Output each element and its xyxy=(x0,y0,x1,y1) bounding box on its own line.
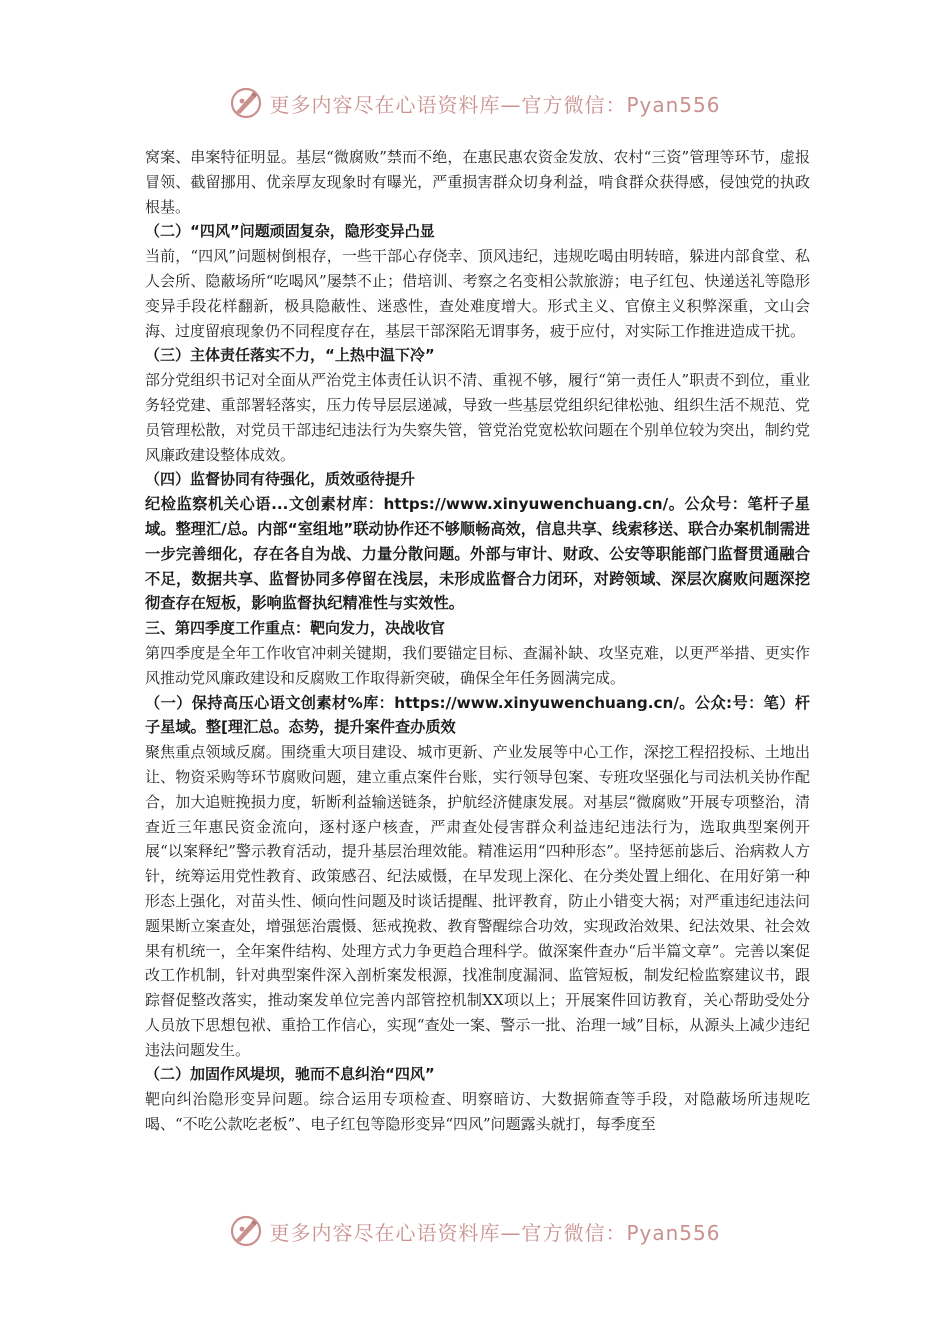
section-heading: （三）主体责任落实不力，“上热中温下冷” xyxy=(145,346,435,365)
paragraph: 第四季度是全年工作收官冲刺关键期，我们要锚定目标、查漏补缺、攻坚克难，以更严举措、更实作风推动党风廉政建设和反腐败工作取得新突破，确保全年任务圆满完成。 xyxy=(145,643,810,687)
section-heading: （四）监督协同有待强化，质效亟待提升 xyxy=(145,470,416,489)
watermark-text: 更多内容尽在心语资料库—官方微信：Pyan556 xyxy=(269,92,721,117)
paragraph: 靶向纠治隐形变异问题。综合运用专项检查、明察暗访、大数据筛查等手段，对隐蔽场所违规吃喝、“不吃公款吃老板”、电子红包等隐形变异“四风”问题露头就打，每季度至 xyxy=(145,1090,810,1134)
paragraph: 当前，“四风”问题树倒根存，一些干部心存侥幸、顶风违纪，违规吃喝由明转暗，躲进内部食堂、私人会所、隐蔽场所“吃喝风”屡禁不止；借培训、考察之名变相公款旅游；电子红包、快递送礼等隐形变异手段花样翻新，极具隐蔽性、迷惑性，查处难度增大。形式主义、官僚主义积弊深重，文山会海、过度留痕现象仍不同程度存在，基层干部深陷无谓事务，疲于应付，对实际工作推进造成干扰。 xyxy=(145,247,810,340)
header-watermark xyxy=(0,83,950,123)
pen-circle-logo-icon xyxy=(229,86,263,120)
section-heading-with-watermark: （一）保持高压心语文创素材%库：https://www.xinyuwenchuang.cn/。公众:号：笔）杆子星域。整[理汇总。态势，提升案件查办质效 xyxy=(145,693,810,737)
watermark-text: 更多内容尽在心语资料库—官方微信：Pyan556 xyxy=(269,1220,721,1245)
section-heading: （二）“四风”问题顽固复杂，隐形变异凸显 xyxy=(145,222,435,241)
footer-watermark xyxy=(0,1211,950,1251)
pen-circle-logo-icon xyxy=(229,1214,263,1248)
section-heading: （二）加固作风堤坝，驰而不息纠治“四风” xyxy=(145,1065,435,1084)
document-body xyxy=(145,145,810,1137)
chapter-heading: 三、第四季度工作重点：靶向发力，决战收官 xyxy=(145,619,446,638)
paragraph: 窝案、串案特征明显。基层“微腐败”禁而不绝，在惠民惠农资金发放、农村“三资”管理等环节，虚报冒领、截留挪用、优亲厚友现象时有曝光，严重损害群众切身利益，啃食群众获得感，侵蚀党的执政根基。 xyxy=(145,148,810,216)
paragraph-with-watermark: 纪检监察机关心语...文创素材库：https://www.xinyuwenchuang.cn/。公众号：笔杆子星域。整理汇/总。内部“室组地”联动协作还不够顺畅高效，信息共享、线索移送、联合办案机制需进一步完善细化，存在各自为战、力量分散问题。外部与审计、财政、公安等职能部门监督贯通融合不足，数据共享、监督协同多停留在浅层，未形成监督合力闭环，对跨领域、深层次腐败问题深挖彻查存在短板，影响监督执纪精准性与实效性。 xyxy=(145,495,810,613)
paragraph: 聚焦重点领域反腐。围绕重大项目建设、城市更新、产业发展等中心工作，深挖工程招投标、土地出让、物资采购等环节腐败问题，建立重点案件台账，实行领导包案、专班攻坚强化与司法机关协作配合，加大追赃挽损力度，斩断利益输送链条，护航经济健康发展。对基层“微腐败”开展专项整治，清查近三年惠民资金流向，逐村逐户核查，严肃查处侵害群众利益违纪违法行为，选取典型案例开展“以案释纪”警示教育活动，提升基层治理效能。精准运用“四种形态”。坚持惩前毖后、治病救人方针，统筹运用党性教育、政策感召、纪法威慑，在早发现上深化、在分类处置上细化、在用好第一种形态上强化，对苗头性、倾向性问题及时谈话提醒、批评教育，防止小错变大祸；对严重违纪违法问题果断立案查处，增强惩治震慑、惩戒挽救、教育警醒综合功效，实现政治效果、纪法效果、社会效果有机统一，全年案件结构、处理方式力争更趋合理科学。做深案件查办“后半篇文章”。完善以案促改工作机制，针对典型案件深入剖析案发根源，找准制度漏洞、监管短板，制发纪检监察建议书，跟踪督促整改落实，推动案发单位完善内部管控机制XX项以上；开展案件回访教育，关心帮助受处分人员放下思想包袱、重拾工作信心，实现“查处一案、警示一批、治理一域”目标，从源头上减少违纪违法问题发生。 xyxy=(145,743,810,1059)
paragraph: 部分党组织书记对全面从严治党主体责任认识不清、重视不够，履行“第一责任人”职责不到位，重业务轻党建、重部署轻落实，压力传导层层递减，导致一些基层党组织纪律松弛、组织生活不规范、党员管理松散，对党员干部违纪违法行为失察失管，管党治党宽松软问题在个别单位较为突出，制约党风廉政建设整体成效。 xyxy=(145,371,810,464)
